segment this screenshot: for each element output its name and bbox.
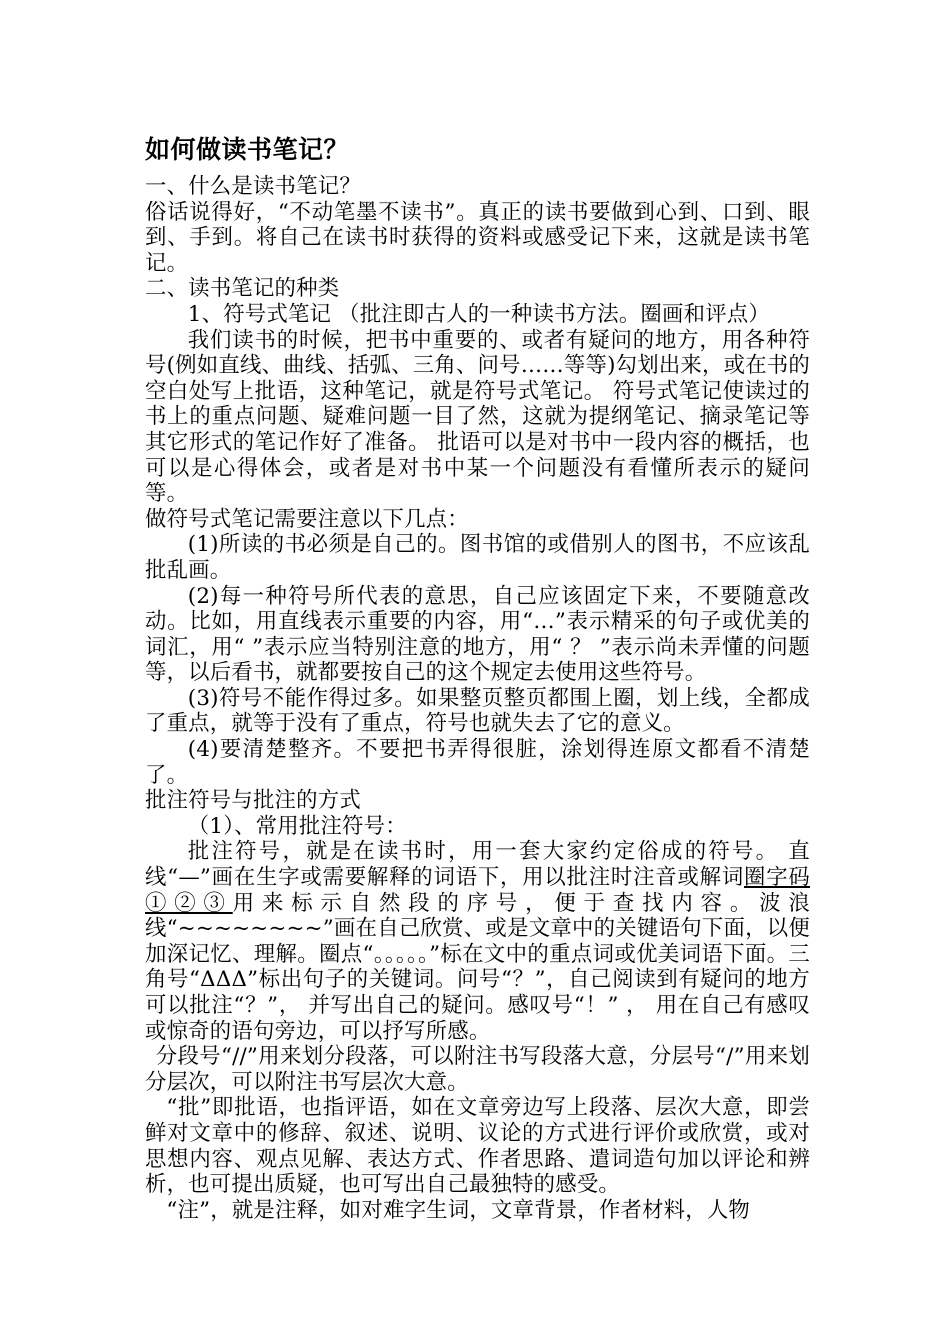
subsection-heading: 1、符号式笔记 （批注即古人的一种读书方法。圈画和评点） [187, 301, 770, 327]
note-item: (2)每一种符号所代表的意思，自己应该固定下来，不要随意改动。比如，用直线表示重要的内容，用“…”表示精采的句子或优美的词汇，用“ ”表示应当特别注意的地方，用“ ？ ”表示尚未弄懂的问题等，以后看书，就都要按自己的这个规定去使用这些符号。 [145, 583, 810, 686]
paragraph: 俗话说得好，“不动笔墨不读书”。真正的读书要做到心到、口到、眼到、手到。将自己在读书时获得的资料或感受记下来，这就是读书笔记。 [145, 199, 810, 276]
paragraph: “批”即批语，也指评语，如在文章旁边写上段落、层次大意，即尝鲜对文章中的修辞、叙述、说明、议论的方式进行评价或欣赏，或对思想内容、观点见解、表达方式、作者思路、遣词造句加以评论和辨析，也可提出质疑，也可写出自己最独特的感受。 [145, 1095, 810, 1198]
page-title: 如何做读书笔记？ [145, 135, 350, 164]
underlined-text: 圈字码①②③ [145, 865, 810, 916]
paragraph: 分段号“//”用来划分段落，可以附注书写段落大意，分层号“/”用来划分层次，可以附注书写层次大意。 [145, 1044, 810, 1095]
paragraph: “注”，就是注释，如对难字生词，文章背景，作者材料，人物 [166, 1197, 751, 1223]
paragraph-part: 用来标示自然段的序号，便于查找内容。波浪线“~~~~~~~~”画在自己欣赏、或是文章中的关键语句下面，以便加深记忆、理解。圈点“。。。。。”标在文中的重点词或优美词语下面。三角号“ΔΔΔ”标出句子的关键词。问号“？”，自己阅读到有疑问的地方可以批注“？”， 并写出自己的疑问。感叹号“！” ， 用在自己有感叹或惊奇的语句旁边，可以抒写所感。 [145, 890, 810, 1044]
section-heading: 一、什么是读书笔记？ [145, 174, 361, 199]
document-page [145, 132, 810, 1223]
paragraph: 我们读书的时候，把书中重要的、或者有疑问的地方，用各种符号(例如直线、曲线、括弧、三角、问号……等等)勾划出来，或在书的空白处写上批语，这种笔记，就是符号式笔记。 符号式笔记使读过的书上的重点问题、疑难问题一目了然，这就为提纲笔记、摘录笔记等其它形式的笔记作好了准备。 批语可以是对书中一段内容的概括，也可以是心得体会，或者是对书中某一个问题没有看懂所表示的疑问等。 [145, 327, 810, 507]
section-heading: 二、读书笔记的种类 [145, 276, 340, 302]
note-item: (1)所读的书必须是自己的。图书馆的或借别人的图书，不应该乱批乱画。 [145, 532, 810, 583]
paragraph [145, 839, 810, 1044]
notes-heading: 做符号式笔记需要注意以下几点： [145, 506, 469, 532]
annotation-subheading: （1）、常用批注符号： [187, 813, 407, 839]
note-item: (4)要清楚整齐。不要把书弄得很脏，涂划得连原文都看不清楚了。 [145, 737, 810, 788]
note-item: (3)符号不能作得过多。如果整页整页都围上圈，划上线，全都成了重点，就等于没有了重点，符号也就失去了它的意义。 [145, 685, 810, 737]
annotation-heading: 批注符号与批注的方式 [145, 788, 361, 814]
paragraph-part: 批注符号，就是在读书时，用一套大家约定俗成的符号。 直线“—”画在生字或需要解释的词语下，用以批注时注音或解词 [145, 839, 810, 891]
